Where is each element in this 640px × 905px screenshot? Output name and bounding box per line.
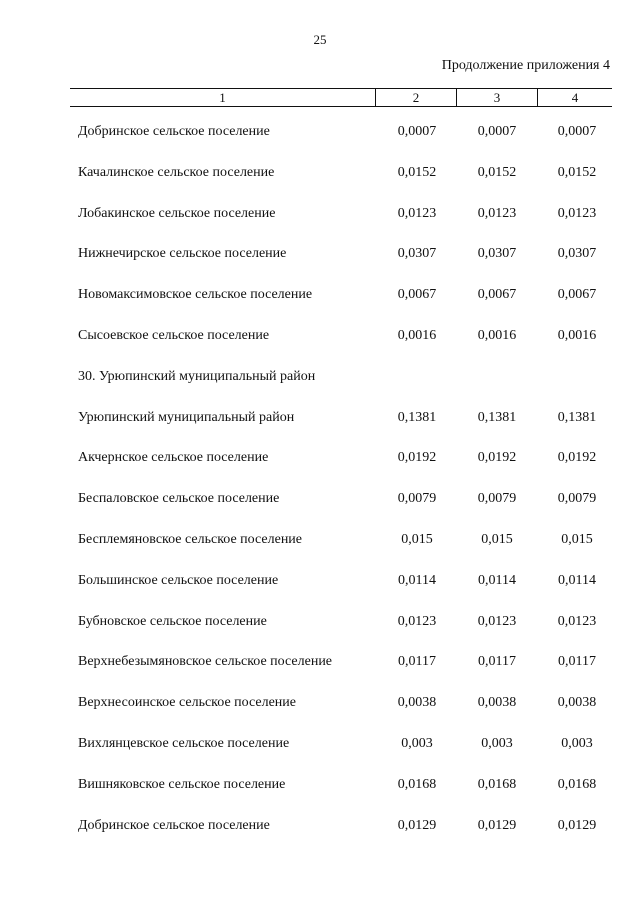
value-col-3: 0,0007 — [477, 124, 517, 139]
value-col-3: 0,0067 — [477, 287, 517, 303]
value-col-4: 0,0038 — [557, 695, 597, 711]
value-col-4: 0,0192 — [557, 450, 597, 466]
value-col-3: 0,0307 — [477, 246, 517, 262]
settlement-name: Нижнечирское сельское поселение — [78, 246, 287, 262]
value-col-4: 0,0123 — [557, 205, 597, 221]
table-row — [0, 605, 640, 646]
value-col-2: 0,0117 — [398, 654, 436, 670]
value-col-4: 0,0152 — [557, 164, 597, 180]
settlement-name: Качалинское сельское поселение — [78, 164, 275, 180]
settlement-name: Урюпинский муниципальный район — [78, 409, 295, 425]
section-heading-row — [0, 360, 640, 401]
value-col-3: 0,003 — [481, 735, 513, 751]
value-col-2: 0,0307 — [397, 246, 437, 262]
settlement-name: Большинское сельское поселение — [78, 572, 279, 588]
value-col-2: 0,0007 — [397, 124, 437, 139]
header-col-1: 1 — [70, 89, 376, 106]
value-col-4: 0,003 — [561, 735, 593, 751]
value-col-2: 0,0192 — [397, 450, 437, 466]
settlement-name: Бесплемяновское сельское поселение — [78, 531, 303, 547]
value-col-4: 0,0117 — [558, 654, 596, 670]
value-col-4: 0,0129 — [557, 817, 597, 833]
table-row — [0, 523, 640, 564]
table-row — [0, 115, 640, 156]
settlement-name: Верхнебезымяновское сельское поселение — [78, 654, 333, 670]
value-col-4: 0,0016 — [557, 327, 597, 343]
value-col-3: 0,0038 — [477, 695, 517, 711]
value-col-4: 0,0123 — [557, 613, 597, 629]
table-row — [0, 686, 640, 727]
settlement-name: Добринское сельское поселение — [78, 124, 270, 139]
value-col-2: 0,0079 — [397, 491, 437, 507]
value-col-2: 0,0168 — [397, 776, 437, 792]
table-row — [0, 809, 640, 850]
value-col-4: 0,0067 — [557, 287, 597, 303]
value-col-4: 0,1381 — [557, 409, 597, 425]
settlement-name: Акчернское сельское поселение — [78, 450, 269, 466]
value-col-2: 0,0038 — [397, 695, 437, 711]
header-col-2: 2 — [376, 89, 457, 106]
settlement-name: Беспаловское сельское поселение — [78, 491, 280, 507]
value-col-3: 0,015 — [481, 531, 513, 547]
settlement-name: Бубновское сельское поселение — [78, 613, 267, 629]
header-col-3: 3 — [457, 89, 538, 106]
value-col-4: 0,0079 — [557, 491, 597, 507]
table-row — [0, 482, 640, 523]
table-row — [0, 401, 640, 442]
table-row — [0, 319, 640, 360]
value-col-3: 0,0079 — [477, 491, 517, 507]
value-col-2: 0,0016 — [397, 327, 437, 343]
table-row — [0, 197, 640, 238]
header-col-4: 4 — [571, 89, 579, 105]
table-row — [0, 237, 640, 278]
table-row — [0, 441, 640, 482]
value-col-4: 0,0007 — [557, 124, 597, 139]
table-body — [0, 115, 640, 849]
page-number: 25 — [313, 32, 327, 47]
table-row — [0, 278, 640, 319]
settlement-name: Вихлянцевское сельское поселение — [78, 735, 290, 751]
settlement-name: 30. Урюпинский муниципальный район — [78, 368, 316, 384]
value-col-4: 0,0114 — [558, 572, 596, 588]
table-header — [70, 88, 612, 107]
value-col-3: 0,0129 — [477, 817, 517, 833]
value-col-3: 0,0152 — [477, 164, 517, 180]
value-col-4: 0,0307 — [557, 246, 597, 262]
value-col-4: 0,0168 — [557, 776, 597, 792]
settlement-name: Сысоевское сельское поселение — [78, 327, 270, 343]
value-col-2: 0,0152 — [397, 164, 437, 180]
value-col-3: 0,0192 — [477, 450, 517, 466]
value-col-3: 0,0117 — [478, 654, 516, 670]
settlement-name: Лобакинское сельское поселение — [78, 205, 276, 221]
value-col-2: 0,015 — [401, 531, 433, 547]
value-col-2: 0,0129 — [397, 817, 437, 833]
settlement-name: Новомаксимовское сельское поселение — [78, 287, 313, 303]
value-col-2: 0,003 — [401, 735, 433, 751]
value-col-3: 0,0123 — [477, 613, 517, 629]
settlement-name: Верхнесоинское сельское поселение — [78, 695, 296, 711]
continuation-label: Продолжение приложения 4 — [441, 58, 610, 73]
value-col-2: 0,0067 — [397, 287, 437, 303]
value-col-3: 0,1381 — [477, 409, 517, 425]
value-col-2: 0,1381 — [397, 409, 437, 425]
settlement-name: Вишняковское сельское поселение — [78, 776, 286, 792]
settlement-name: Добринское сельское поселение — [78, 817, 270, 833]
table-row — [0, 727, 640, 768]
table-row — [0, 645, 640, 686]
table-row — [0, 156, 640, 197]
value-col-3: 0,0114 — [478, 572, 516, 588]
value-col-2: 0,0123 — [397, 613, 437, 629]
value-col-3: 0,0168 — [477, 776, 517, 792]
value-col-4: 0,015 — [561, 531, 593, 547]
value-col-3: 0,0123 — [477, 205, 517, 221]
value-col-2: 0,0114 — [398, 572, 436, 588]
value-col-2: 0,0123 — [397, 205, 437, 221]
table-row — [0, 564, 640, 605]
table-row — [0, 768, 640, 809]
value-col-3: 0,0016 — [477, 327, 517, 343]
